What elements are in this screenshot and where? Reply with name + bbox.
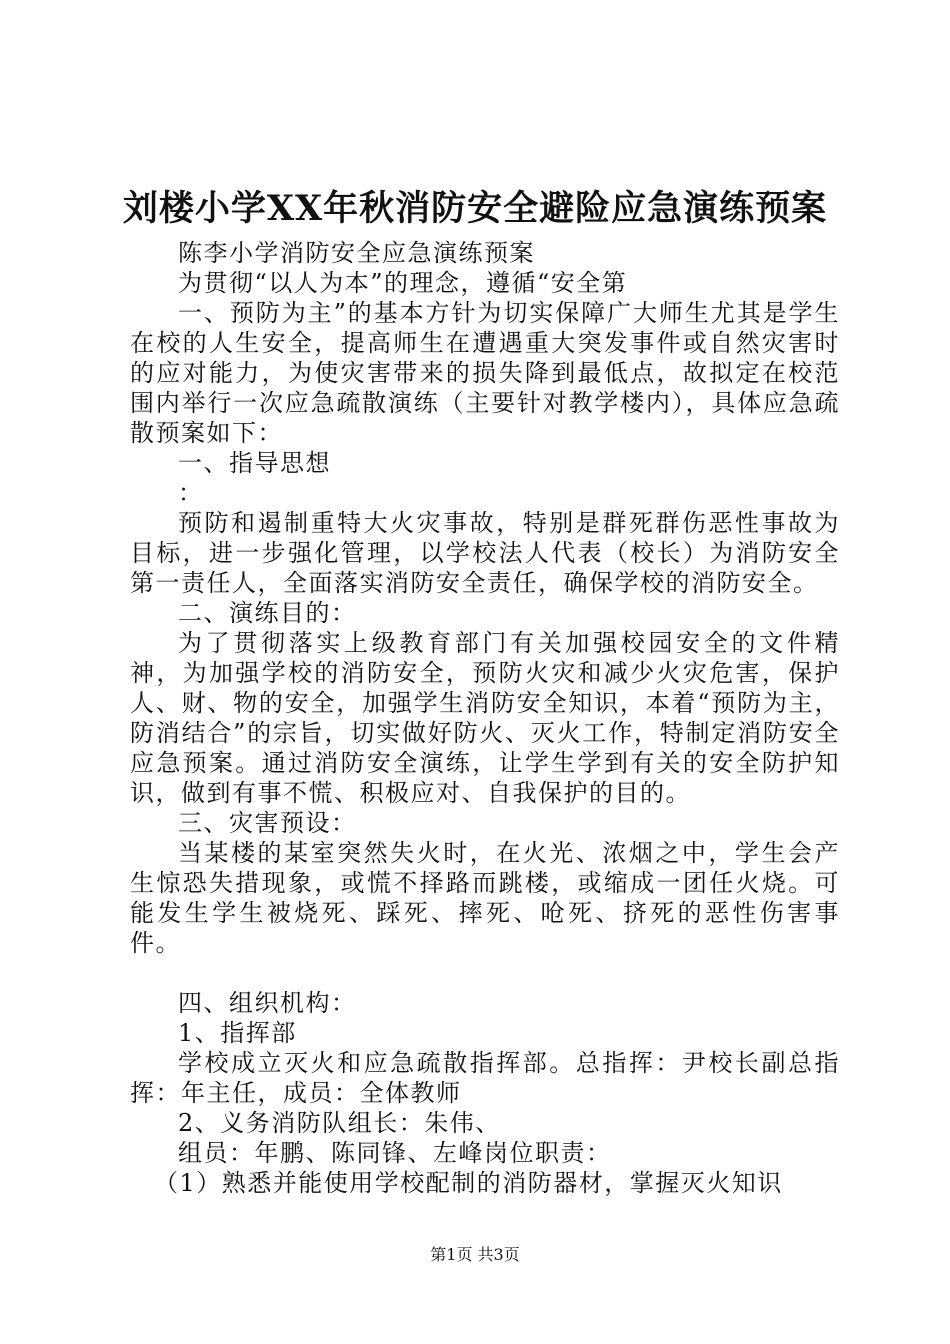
heading-guiding-idea: 一、指导思想 xyxy=(178,449,331,477)
paragraph-subtitle: 陈李小学消防安全应急演练预案 xyxy=(178,239,535,267)
heading-drill-purpose: 二、演练目的： xyxy=(178,599,357,627)
paragraph-guiding-idea: 预防和遏制重特大火灾事故，特别是群死群伤恶性事故为目标，进一步强化管理，以学校法人代表（校长）为消防安全第一责任人，全面落实消防安全责任，确保学校的消防安全。 xyxy=(130,509,840,597)
heading-disaster-scenario: 三、灾害预设： xyxy=(178,809,357,837)
paragraph-intro: 为贯彻“以人为本”的理念，遵循“安全第 xyxy=(178,269,628,297)
paragraph-command-center: 学校成立灭火和应急疏散指挥部。总指挥：尹校长副总指挥：年主任，成员：全体教师 xyxy=(130,1049,840,1107)
heading-organization: 四、组织机构： xyxy=(178,989,357,1017)
paragraph-duty-1: （1）熟悉并能使用学校配制的消防器材，掌握灭火知识 xyxy=(154,1169,783,1197)
document-title: 刘楼小学XX年秋消防安全避险应急演练预案 xyxy=(122,188,828,229)
paragraph-fire-team-leader: 2、义务消防队组长：朱伟、 xyxy=(178,1109,501,1137)
paragraph-purpose: 一、预防为主”的基本方针为切实保障广大师生尤其是学生在校的人生安全，提高师生在遭遇重大突发事件或自然灾害时的应对能力，为使灾害带来的损失降到最低点，故拟定在校范围内举行一次应急疏散演练（主要针对教学楼内），具体应急疏散预案如下： xyxy=(130,299,840,447)
paragraph-fire-team-members: 组员：年鹏、陈同锋、左峰岗位职责： xyxy=(178,1139,612,1167)
blank-line xyxy=(130,958,840,988)
paragraph-drill-purpose: 为了贯彻落实上级教育部门有关加强校园安全的文件精神，为加强学校的消防安全，预防火灾和减少火灾危害，保护人、财、物的安全，加强学生消防安全知识，本着“预防为主，防消结合”的宗旨，切实做好防火、灭火工作，特制定消防安全应急预案。通过消防安全演练，让学生学到有关的安全防护知识，做到有事不慌、积极应对、自我保护的目的。 xyxy=(130,629,840,807)
paragraph-colon: ： xyxy=(178,479,204,507)
heading-command-center: 1、指挥部 xyxy=(178,1019,297,1047)
paragraph-disaster-scenario: 当某楼的某室突然失火时，在火光、浓烟之中，学生会产生惊恐失措现象，或慌不择路而跳楼，或缩成一团任火烧。可能发生学生被烧死、踩死、摔死、呛死、挤死的恶性伤害事件。 xyxy=(130,839,840,957)
page-footer: 第1页 共3页 xyxy=(430,1245,520,1264)
document-body xyxy=(130,238,840,1198)
